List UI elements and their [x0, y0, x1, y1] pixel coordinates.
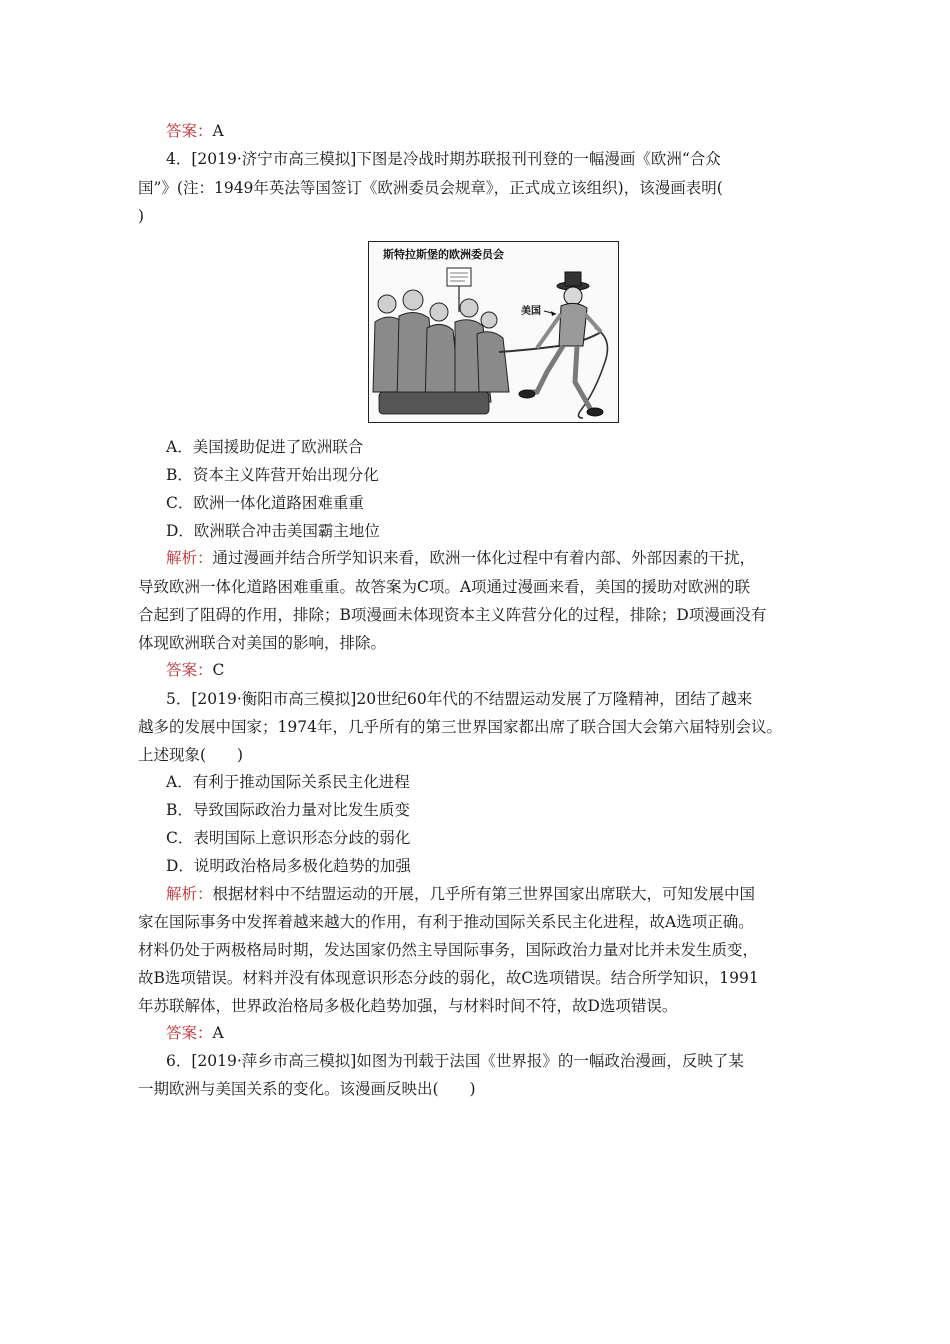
- q5-option-a: A．有利于推动国际关系民主化进程: [166, 773, 410, 791]
- answer-value: C: [212, 661, 225, 679]
- q5-stem-line-2: 越多的发展中国家；1974年，几乎所有的第三世界国家都出席了联合国大会第六届特别会议。: [138, 718, 782, 736]
- analysis-label: 解析：: [166, 549, 213, 567]
- answer-value: A: [212, 122, 224, 140]
- q4-stem-line-3: ): [138, 207, 145, 225]
- q4-option-d: D．欧洲联合冲击美国霸主地位: [166, 522, 380, 540]
- answer-label: 答案：: [166, 1024, 213, 1042]
- analysis-text: 根据材料中不结盟运动的开展，几乎所有第三世界国家出席联大，可知发展中国: [212, 885, 756, 903]
- q4-stem-line-2: 国”》(注：1949年英法等国签订《欧洲委员会规章》，正式成立该组织)，该漫画表明(: [138, 179, 723, 197]
- q5-analysis-line-3: 材料仍处于两极格局时期，发达国家仍然主导国际事务，国际政治力量对比并未发生质变，: [138, 941, 759, 959]
- q4-option-b: B．资本主义阵营开始出现分化: [166, 466, 379, 484]
- cartoon-us-label: 美国: [521, 306, 541, 317]
- q6-stem-line-2: 一期欧洲与美国关系的变化。该漫画反映出( ): [138, 1080, 476, 1098]
- analysis-label: 解析：: [166, 885, 213, 903]
- q5-stem-line-3: 上述现象( ): [138, 746, 244, 764]
- q5-option-c: C．表明国际上意识形态分歧的弱化: [166, 829, 411, 847]
- q4-analysis-line-1: [166, 547, 755, 569]
- q5-option-d: D．说明政治格局多极化趋势的加强: [166, 857, 411, 875]
- analysis-text: 通过漫画并结合所学知识来看，欧洲一体化过程中有着内部、外部因素的干扰，: [212, 549, 756, 567]
- q5-analysis-line-5: 年苏联解体，世界政治格局多极化趋势加强，与材料时间不符，故D选项错误。: [138, 997, 678, 1015]
- q5-analysis-line-2: 家在国际事务中发挥着越来越大的作用，有利于推动国际关系民主化进程，故A选项正确。: [138, 913, 754, 931]
- answer-label: 答案：: [166, 661, 213, 679]
- q4-analysis-line-3: 合起到了阻碍的作用，排除；B项漫画未体现资本主义阵营分化的过程，排除；D项漫画没有: [138, 606, 767, 624]
- q6-stem-line-1: 6．[2019·萍乡市高三模拟]如图为刊载于法国《世界报》的一幅政治漫画，反映了某: [166, 1052, 744, 1070]
- q4-stem-line-1: 4．[2019·济宁市高三模拟]下图是冷战时期苏联报刊刊登的一幅漫画《欧洲“合众: [166, 150, 721, 168]
- q5-analysis-line-4: 故B选项错误。材料并没有体现意识形态分歧的弱化，故C选项错误。结合所学知识，1991: [138, 969, 759, 987]
- answer-value: A: [212, 1024, 224, 1042]
- q5-option-b: B．导致国际政治力量对比发生质变: [166, 801, 410, 819]
- q4-option-c: C．欧洲一体化道路困难重重: [166, 494, 364, 512]
- q4-answer: [166, 659, 224, 681]
- cartoon-drawing: [369, 242, 618, 422]
- q5-analysis-line-1: [166, 883, 755, 905]
- q4-analysis-line-4: 体现欧洲联合对美国的影响，排除。: [138, 634, 387, 652]
- cartoon-europe-united-states: [368, 241, 619, 423]
- answer-label: 答案：: [166, 122, 213, 140]
- q3-answer: [166, 120, 224, 142]
- q4-analysis-line-2: 导致欧洲一体化道路困难重重。故答案为C项。A项通过漫画来看，美国的援助对欧洲的联: [138, 578, 751, 596]
- q5-answer: [166, 1022, 224, 1044]
- q4-option-a: A．美国援助促进了欧洲联合: [166, 438, 364, 456]
- q5-stem-line-1: 5．[2019·衡阳市高三模拟]20世纪60年代的不结盟运动发展了万隆精神，团结了越来: [166, 690, 753, 708]
- cartoon-title: 斯特拉斯堡的欧洲委员会: [383, 248, 504, 261]
